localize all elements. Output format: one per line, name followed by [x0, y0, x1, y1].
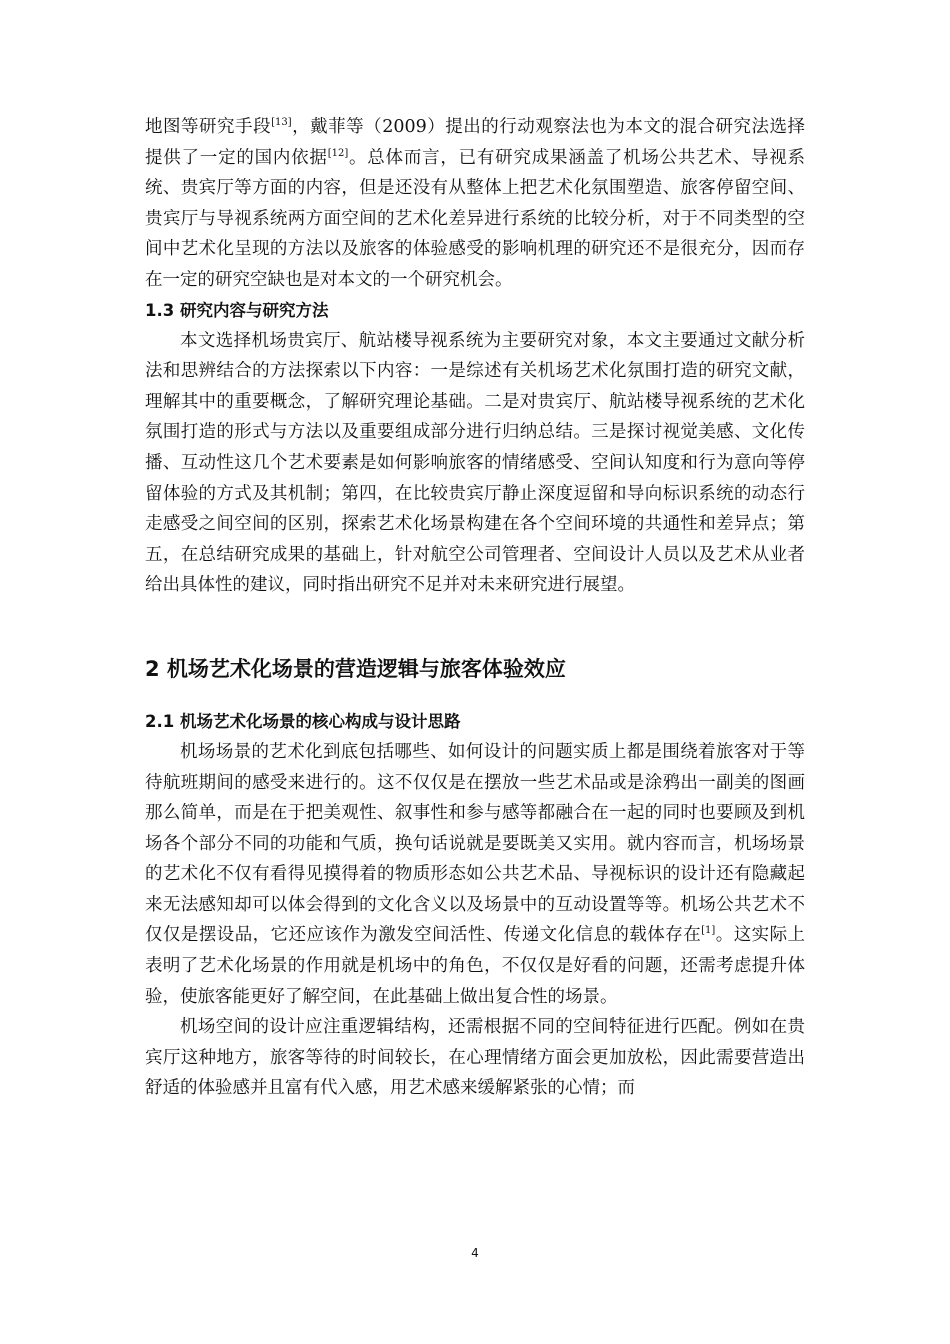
- paragraph-text: 。这实际上表明了艺术化场景的作用就是机场中的角色，不仅仅是好看的问题，还需考虑提升体验，使旅客能更好了解空间，在此基础上做出复合性的场景。: [145, 925, 806, 1007]
- paragraph-literature-summary: [145, 112, 805, 296]
- section-heading-1-3: 1.3 研究内容与研究方法: [145, 300, 329, 320]
- chapter-heading-2: 2 机场艺术化场景的营造逻辑与旅客体验效应: [145, 656, 566, 681]
- page-body: [145, 112, 805, 1104]
- spacer: [145, 601, 805, 653]
- paragraph-text: ，戴菲等（2009）提出的行动观察法也为本文的混合研究法选择提供了一定的国内依据: [145, 117, 805, 168]
- paragraph-text: 。总体而言，已有研究成果涵盖了机场公共艺术、导视系统、贵宾厅等方面的内容，但是还没有从整体上把艺术化氛围塑造、旅客停留空间、贵宾厅与导视系统两方面空间的艺术化差异进行系统的比较分析，对于不同类型的空间中艺术化呈现的方法以及旅客的体验感受的影响机理的研究还不是很充分，因而存在一定的研究空缺也是对本文的一个研究机会。: [145, 147, 806, 290]
- spacer: [145, 685, 805, 707]
- citation-ref[interactable]: [1]: [701, 925, 716, 937]
- paragraph-text: 地图等研究手段: [145, 117, 272, 137]
- paragraph-text: 机场场景的艺术化到底包括哪些、如何设计的问题实质上都是围绕着旅客对于等待航班期间的感受来进行的。这不仅仅是在摆放一些艺术品或是涂鸦出一副美的图画那么简单，而是在于把美观性、叙事性和参与感等都融合在一起的同时也要顾及到机场各个部分不同的功能和气质，换句话说就是要既美又实用。就内容而言，机场场景的艺术化不仅有看得见摸得着的物质形态如公共艺术品、导视标识的设计还有隐藏起来无法感知却可以体会得到的文化含义以及场景中的互动设置等等。机场公共艺术不仅仅是摆设品，它还应该作为激发空间活性、传递文化信息的载体存在: [145, 741, 805, 946]
- citation-ref[interactable]: [13]: [271, 117, 292, 129]
- paragraph-research-content: 本文选择机场贵宾厅、航站楼导视系统为主要研究对象，本文主要通过文献分析法和思辨结合的方法探索以下内容：一是综述有关机场艺术化氛围打造的研究文献，理解其中的重要概念，了解研究理论基础。二是对贵宾厅、航站楼导视系统的艺术化氛围打造的形式与方法以及重要组成部分进行归纳总结。三是探讨视觉美感、文化传播、互动性这几个艺术要素是如何影响旅客的情绪感受、空间认知度和行为意向等停留体验的方式及其机制；第四，在比较贵宾厅静止深度逗留和导向标识系统的动态行走感受之间空间的区别，探索艺术化场景构建在各个空间环境的共通性和差异点；第五，在总结研究成果的基础上，针对航空公司管理者、空间设计人员以及艺术从业者给出具体性的建议，同时指出研究不足并对未来研究进行展望。: [145, 330, 805, 596]
- page-number: 4: [471, 1246, 479, 1260]
- paragraph-core-composition: [145, 737, 805, 1012]
- citation-ref[interactable]: [12]: [327, 147, 349, 159]
- section-heading-2-1: 2.1 机场艺术化场景的核心构成与设计思路: [145, 711, 461, 731]
- paragraph-spatial-logic: 机场空间的设计应注重逻辑结构，还需根据不同的空间特征进行匹配。例如在贵宾厅这种地方，旅客等待的时间较长，在心理情绪方面会更加放松，因此需要营造出舒适的体验感并且富有代入感，用艺术感来缓解紧张的心情；而: [145, 1017, 805, 1099]
